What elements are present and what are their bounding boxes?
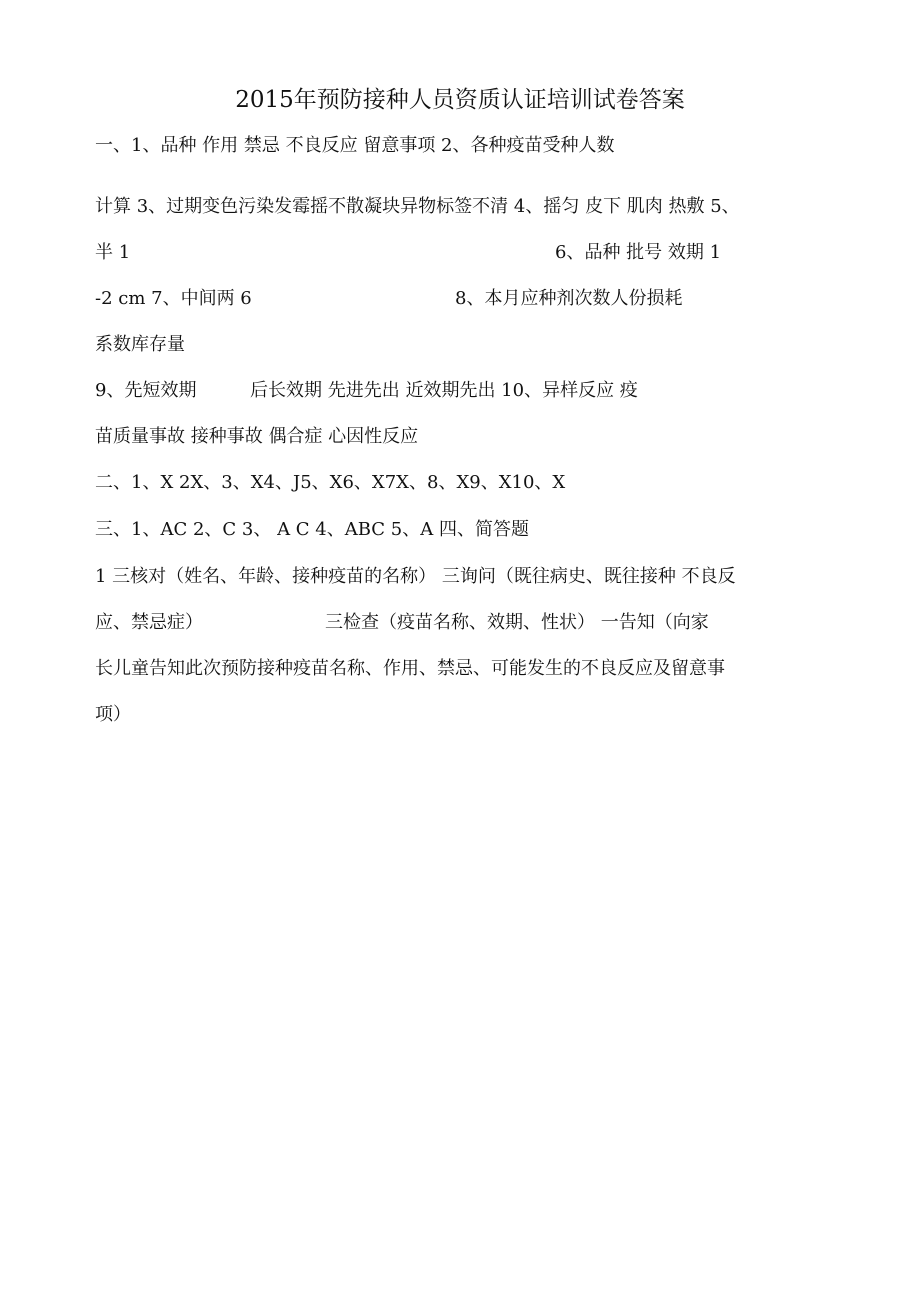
short-answer-line-3: 长儿童告知此次预防接种疫苗名称、作用、禁忌、可能发生的不良反应及留意事 xyxy=(95,658,725,679)
document-title: 2015年预防接种人员资质认证培训试卷答案 xyxy=(235,87,685,113)
answer-line-6a: 9、先短效期 xyxy=(95,380,197,401)
answer-line-4b: 8、本月应种剂次数人份损耗 xyxy=(455,288,683,309)
multiple-choice-answers: 三、1、AC 2、C 3、 A C 4、ABC 5、A 四、简答题 xyxy=(95,519,529,540)
answer-line-7: 苗质量事故 接种事故 偶合症 心因性反应 xyxy=(95,426,419,447)
answer-line-5: 系数库存量 xyxy=(95,334,185,355)
answer-line-1: 一、1、品种 作用 禁忌 不良反应 留意事项 2、各种疫苗受种人数 xyxy=(95,135,615,156)
answer-line-3b: 6、品种 批号 效期 1 xyxy=(555,242,722,263)
true-false-answers: 二、1、X 2X、3、X4、J5、X6、X7X、8、X9、X10、X xyxy=(95,472,566,493)
answer-line-3a: 半 1 xyxy=(95,242,131,263)
answer-line-4a: -2 cm 7、中间两 6 xyxy=(95,288,252,309)
short-answer-line-2a: 应、禁忌症） xyxy=(95,612,203,633)
answer-line-6b: 后长效期 先进先出 近效期先出 10、异样反应 疫 xyxy=(250,380,638,401)
answer-line-2: 计算 3、过期变色污染发霉摇不散凝块异物标签不清 4、摇匀 皮下 肌肉 热敷 5、 xyxy=(95,196,740,217)
short-answer-line-4: 项） xyxy=(95,704,131,725)
short-answer-line-2b: 三检查（疫苗名称、效期、性状） 一告知（向家 xyxy=(325,612,709,633)
short-answer-line-1: 1 三核对（姓名、年龄、接种疫苗的名称） 三询问（既往病史、既往接种 不良反 xyxy=(95,566,736,587)
